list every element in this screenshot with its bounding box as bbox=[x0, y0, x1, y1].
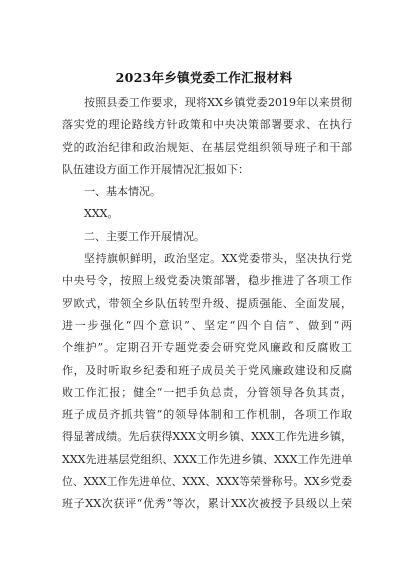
paragraph-line: 班子成员齐抓共管”的领导体制和工作机制，各项工作取 bbox=[62, 408, 352, 422]
paragraph-line: 作，及时听取乡纪委和班子成员关于党风廉政建设和反腐 bbox=[62, 363, 352, 377]
paragraph-line: 败工作汇报；健全“一把手负总责，分管领导各负其责， bbox=[62, 385, 352, 399]
paragraph-line: XXX先进基层党组织、XXX工作先进乡镇、XXX工作先进单 bbox=[62, 452, 353, 466]
paragraph-line: 党的政治纪律和政治规矩、在基层党组织领导班子和干部 bbox=[62, 140, 352, 154]
section-heading: 二、主要工作开展情况。 bbox=[84, 229, 205, 243]
paragraph-line: 落实党的理论路线方针政策和中央决策部署要求、在执行 bbox=[62, 118, 352, 132]
paragraph-line: 中央号令，按照上级党委决策部署，稳步推进了各项工作 bbox=[62, 274, 352, 288]
paragraph-line: 个维护”。定期召开专题党委会研究党风廉政和反腐败工 bbox=[62, 341, 352, 355]
paragraph-line: 罗欧式，带领全乡队伍转型升级、提质强能、全面发展， bbox=[62, 296, 352, 310]
document-body bbox=[62, 92, 352, 516]
paragraph-line: 得显著成绩。先后获得XXX文明乡镇、XXX工作先进乡镇， bbox=[62, 430, 352, 444]
paragraph-line: 进一步强化“四个意识”、坚定“四个自信”、做到“两 bbox=[62, 318, 352, 332]
paragraph-line: 按照县委工作要求，现将XX乡镇党委2019年以来贯彻 bbox=[84, 96, 352, 109]
section-heading: 一、基本情况。 bbox=[84, 185, 161, 199]
paragraph-line: 坚持旗帜鲜明，政治坚定。XX党委带头，坚决执行党 bbox=[84, 252, 352, 266]
paragraph-line: 位、XXX工作先进单位、XXX、XXX等荣誉称号。XX乡党委 bbox=[62, 475, 352, 489]
document-title: 2023年乡镇党委工作汇报材料 bbox=[115, 70, 293, 85]
paragraph-line: 队伍建设方面工作开展情况汇报如下： bbox=[62, 162, 249, 176]
paragraph-line: 班子XX次获评“优秀”等次，累计XX次被授予县级以上荣 bbox=[62, 497, 352, 511]
paragraph-line: XXX。 bbox=[84, 207, 119, 221]
